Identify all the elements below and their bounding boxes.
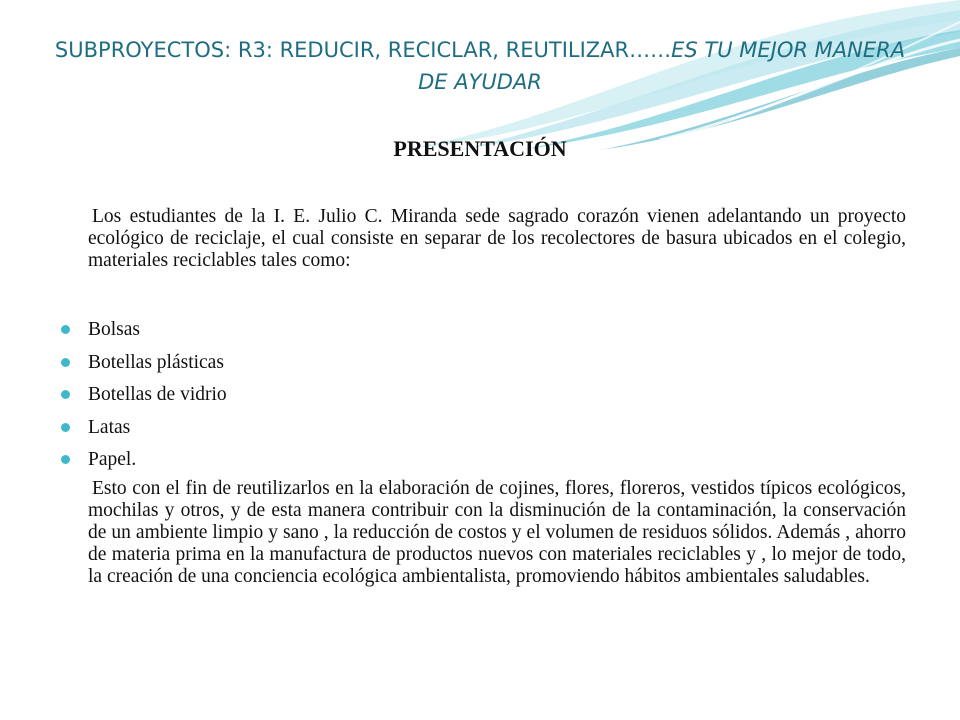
list-item: Latas <box>0 415 960 448</box>
bullet-dot-icon <box>61 423 70 432</box>
materials-list <box>0 317 960 480</box>
bullet-dot-icon <box>61 358 70 367</box>
closing-paragraph: Esto con el fin de reutilizarlos en la elaboración de cojines, flores, floreros, vestidos típicos ecológicos, mochilas y otros, y de esta manera contribuir con la disminución de la contaminación, la conservación de un ambiente limpio y sano , la reducción de costos y el volumen de residuos sólidos. Además , ahorro de materia prima en la manufactura de productos nuevos con materiales reciclables y , lo mejor de todo, la creación de una conciencia ecológica ambientalista, promoviendo hábitos ambientales saludables. <box>88 478 906 587</box>
bullet-dot-icon <box>61 325 70 334</box>
list-item: Botellas plásticas <box>0 350 960 383</box>
section-heading: PRESENTACIÓN <box>393 136 567 161</box>
bullet-dot-icon <box>61 455 70 464</box>
list-item: Botellas de vidrio <box>0 382 960 415</box>
slide-title <box>40 34 920 98</box>
list-item: Papel. <box>0 447 960 480</box>
bullet-dot-icon <box>61 390 70 399</box>
list-item: Bolsas <box>0 317 960 350</box>
title-main: SUBPROYECTOS: R3: REDUCIR, RECICLAR, REUTILIZAR…… <box>54 38 672 62</box>
title-italic: ES TU MEJOR MANERA DE AYUDAR <box>418 38 906 94</box>
intro-paragraph: Los estudiantes de la I. E. Julio C. Miranda sede sagrado corazón vienen adelantando un proyecto ecológico de reciclaje, el cual consiste en separar de los recolectores de basura ubicados en el colegio, materiales reciclables tales como: <box>88 206 906 271</box>
